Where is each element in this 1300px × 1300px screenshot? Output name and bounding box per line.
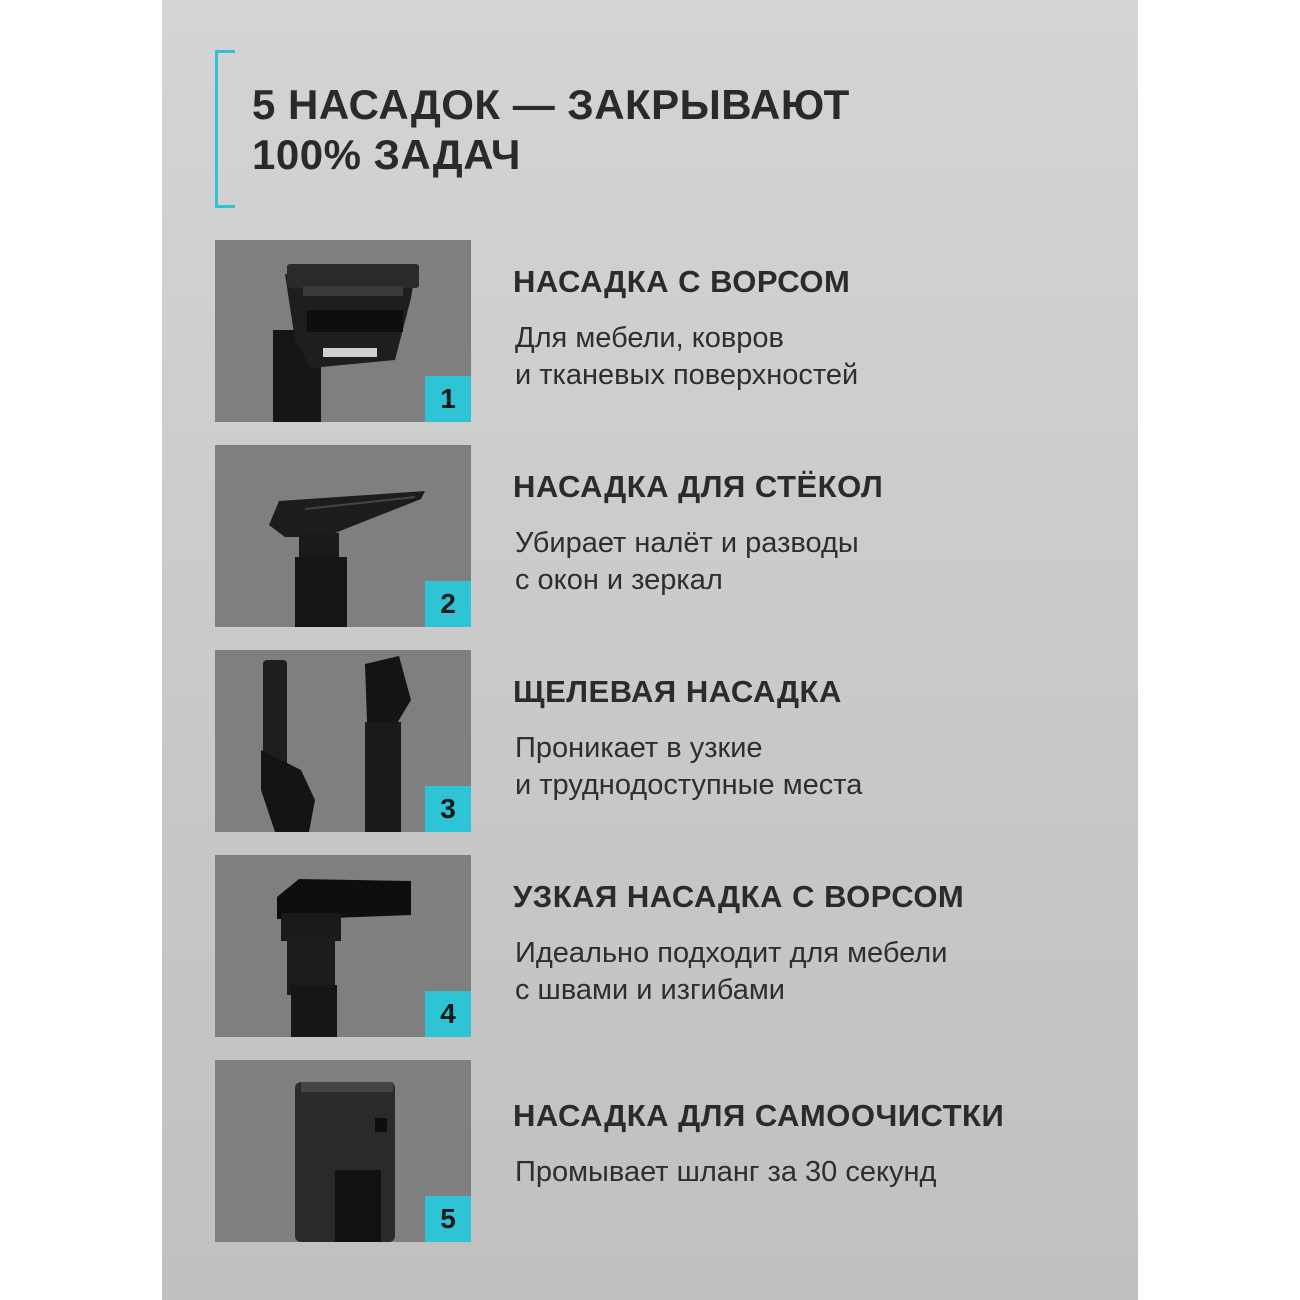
- number-badge: 2: [425, 581, 471, 627]
- infographic-panel: [162, 0, 1138, 1300]
- number-badge: 3: [425, 786, 471, 832]
- nozzle-item-1: [215, 240, 1115, 422]
- nozzle-heading: ЩЕЛЕВАЯ НАСАДКА: [513, 674, 842, 709]
- title-line-2: 100% ЗАДАЧ: [252, 131, 521, 178]
- title-line-1: 5 НАСАДОК — ЗАКРЫВАЮТ: [252, 81, 850, 128]
- nozzle-description: [515, 525, 859, 599]
- nozzle-description: [515, 320, 858, 394]
- number-badge: 4: [425, 991, 471, 1037]
- crevice-nozzle-photo: [215, 650, 471, 832]
- description-line-2: с швами и изгибами: [515, 974, 785, 1006]
- title-bracket: [215, 50, 235, 208]
- description-line-1: Для мебели, ковров: [515, 322, 784, 354]
- narrow-brush-nozzle-photo: [215, 855, 471, 1037]
- nozzle-item-2: [215, 445, 1115, 627]
- number-badge: 1: [425, 376, 471, 422]
- nozzle-description: [515, 935, 947, 1009]
- nozzle-item-4: [215, 855, 1115, 1037]
- description-line-1: Проникает в узкие: [515, 732, 763, 764]
- nozzle-heading: НАСАДКА С ВОРСОМ: [513, 264, 851, 299]
- description-line-1: Убирает налёт и разводы: [515, 527, 859, 559]
- nozzle-description: [515, 1154, 936, 1191]
- nozzle-heading: НАСАДКА ДЛЯ СТЁКОЛ: [513, 469, 884, 504]
- description-line-1: Промывает шланг за 30 секунд: [515, 1156, 937, 1188]
- nozzle-description: [515, 730, 862, 804]
- self-cleaning-nozzle-photo: [215, 1060, 471, 1242]
- number-badge: 5: [425, 1196, 471, 1242]
- description-line-2: с окон и зеркал: [515, 564, 723, 596]
- glass-nozzle-photo: [215, 445, 471, 627]
- nozzle-heading: УЗКАЯ НАСАДКА С ВОРСОМ: [513, 879, 965, 914]
- description-line-2: и тканевых поверхностей: [515, 359, 859, 391]
- nozzle-item-5: [215, 1060, 1115, 1242]
- nozzle-item-3: [215, 650, 1115, 832]
- nozzle-heading: НАСАДКА ДЛЯ САМООЧИСТКИ: [513, 1098, 1005, 1133]
- description-line-1: Идеально подходит для мебели: [515, 937, 948, 969]
- page-title: [252, 80, 1052, 180]
- description-line-2: и труднодоступные места: [515, 769, 863, 801]
- brush-nozzle-photo: [215, 240, 471, 422]
